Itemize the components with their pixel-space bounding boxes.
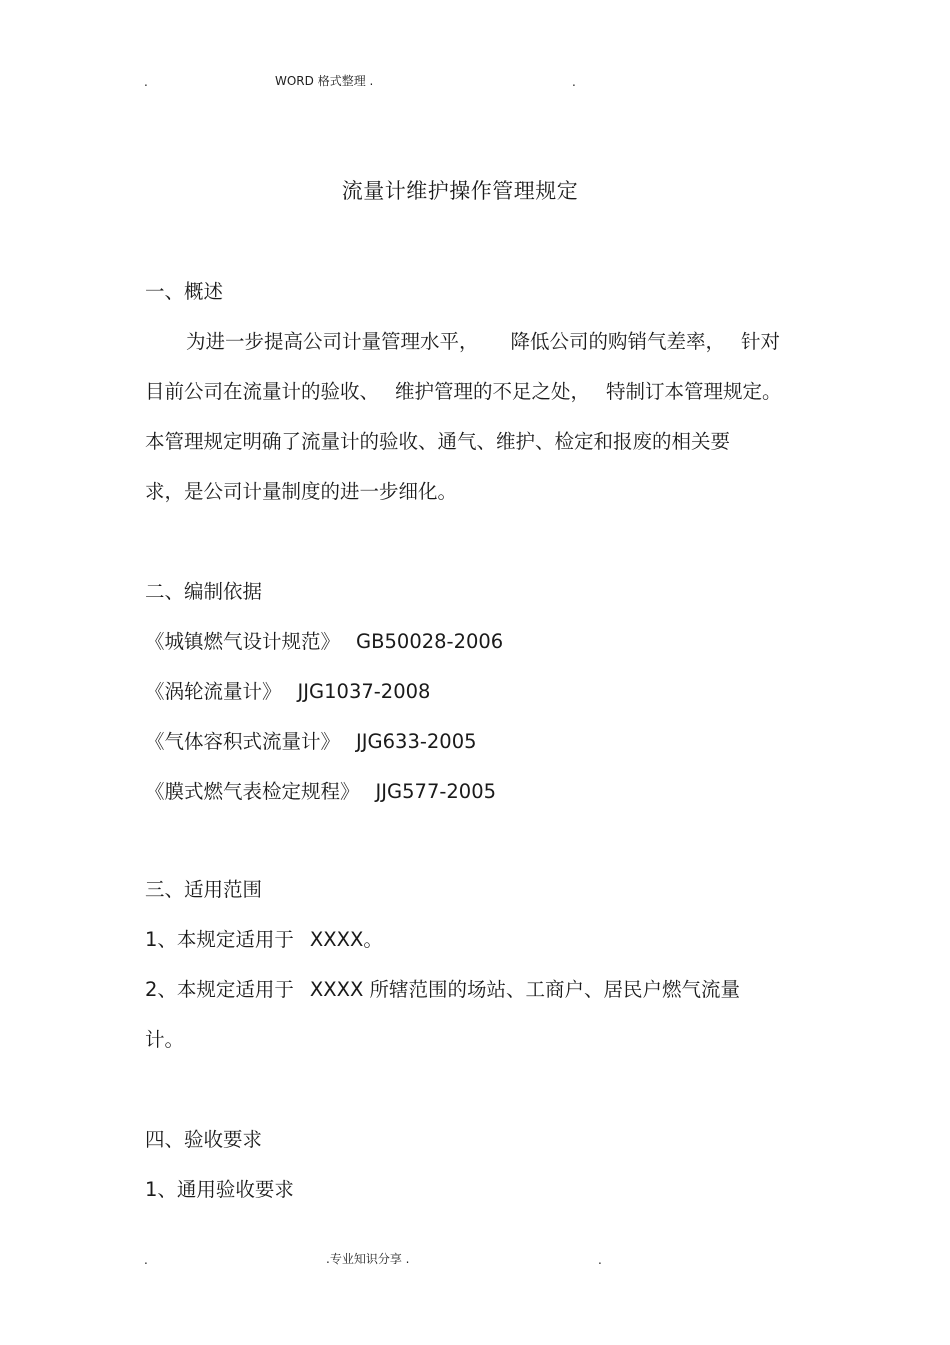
text-fragment: XXXX 所辖范围的场站、工商户、居民户燃气流量 <box>309 978 741 1001</box>
text-fragment: 特制订本管理规定。 <box>606 380 782 403</box>
reference-item <box>145 630 503 653</box>
reference-item <box>145 730 477 753</box>
reference-item <box>145 780 496 803</box>
reference-name: 《气体容积式流量计》 <box>145 730 341 753</box>
text-fragment: 1、本规定适用于 <box>145 928 294 951</box>
text-fragment: 目前公司在流量计的验收、 <box>145 380 380 403</box>
header-dot-left: . <box>144 75 148 89</box>
reference-name: 《涡轮流量计》 <box>145 680 282 703</box>
text-fragment: XXXX。 <box>309 928 383 951</box>
section-heading-scope: 三、适用范围 <box>145 878 263 901</box>
reference-code: JJG577-2005 <box>375 780 497 803</box>
reference-code: JJG1037-2008 <box>297 680 431 703</box>
section-heading-overview: 一、概述 <box>145 280 224 303</box>
document-title: 流量计维护操作管理规定 <box>341 179 579 203</box>
scope-item <box>145 978 740 1001</box>
footer-dot-left: . <box>144 1253 148 1267</box>
text-fragment: 为进一步提高公司计量管理水平， <box>186 330 479 353</box>
paragraph-line: 本管理规定明确了流量计的验收、通气、维护、检定和报废的相关要 <box>145 430 731 453</box>
reference-code: GB50028-2006 <box>356 630 504 653</box>
section-heading-acceptance: 四、验收要求 <box>145 1128 263 1151</box>
acceptance-item: 1、通用验收要求 <box>145 1178 294 1201</box>
footer-text: .专业知识分享 . <box>326 1252 410 1266</box>
header-dot-right: . <box>572 75 576 89</box>
header-text: WORD 格式整理 . <box>275 74 374 88</box>
paragraph-line <box>145 380 782 403</box>
reference-item <box>145 680 430 703</box>
paragraph-line: 求，是公司计量制度的进一步细化。 <box>145 480 458 503</box>
text-fragment: 2、本规定适用于 <box>145 978 294 1001</box>
text-fragment: 降低公司的购销气差率， <box>510 330 726 353</box>
reference-name: 《城镇燃气设计规范》 <box>145 630 341 653</box>
scope-item-continuation: 计。 <box>145 1028 185 1051</box>
section-heading-basis: 二、编制依据 <box>145 580 263 603</box>
text-fragment: 针对 <box>741 330 781 353</box>
reference-name: 《膜式燃气表检定规程》 <box>145 780 360 803</box>
footer-dot-right: . <box>598 1253 602 1267</box>
text-fragment: 维护管理的不足之处， <box>395 380 591 403</box>
reference-code: JJG633-2005 <box>356 730 477 753</box>
paragraph-line <box>186 330 780 353</box>
scope-item <box>145 928 383 951</box>
